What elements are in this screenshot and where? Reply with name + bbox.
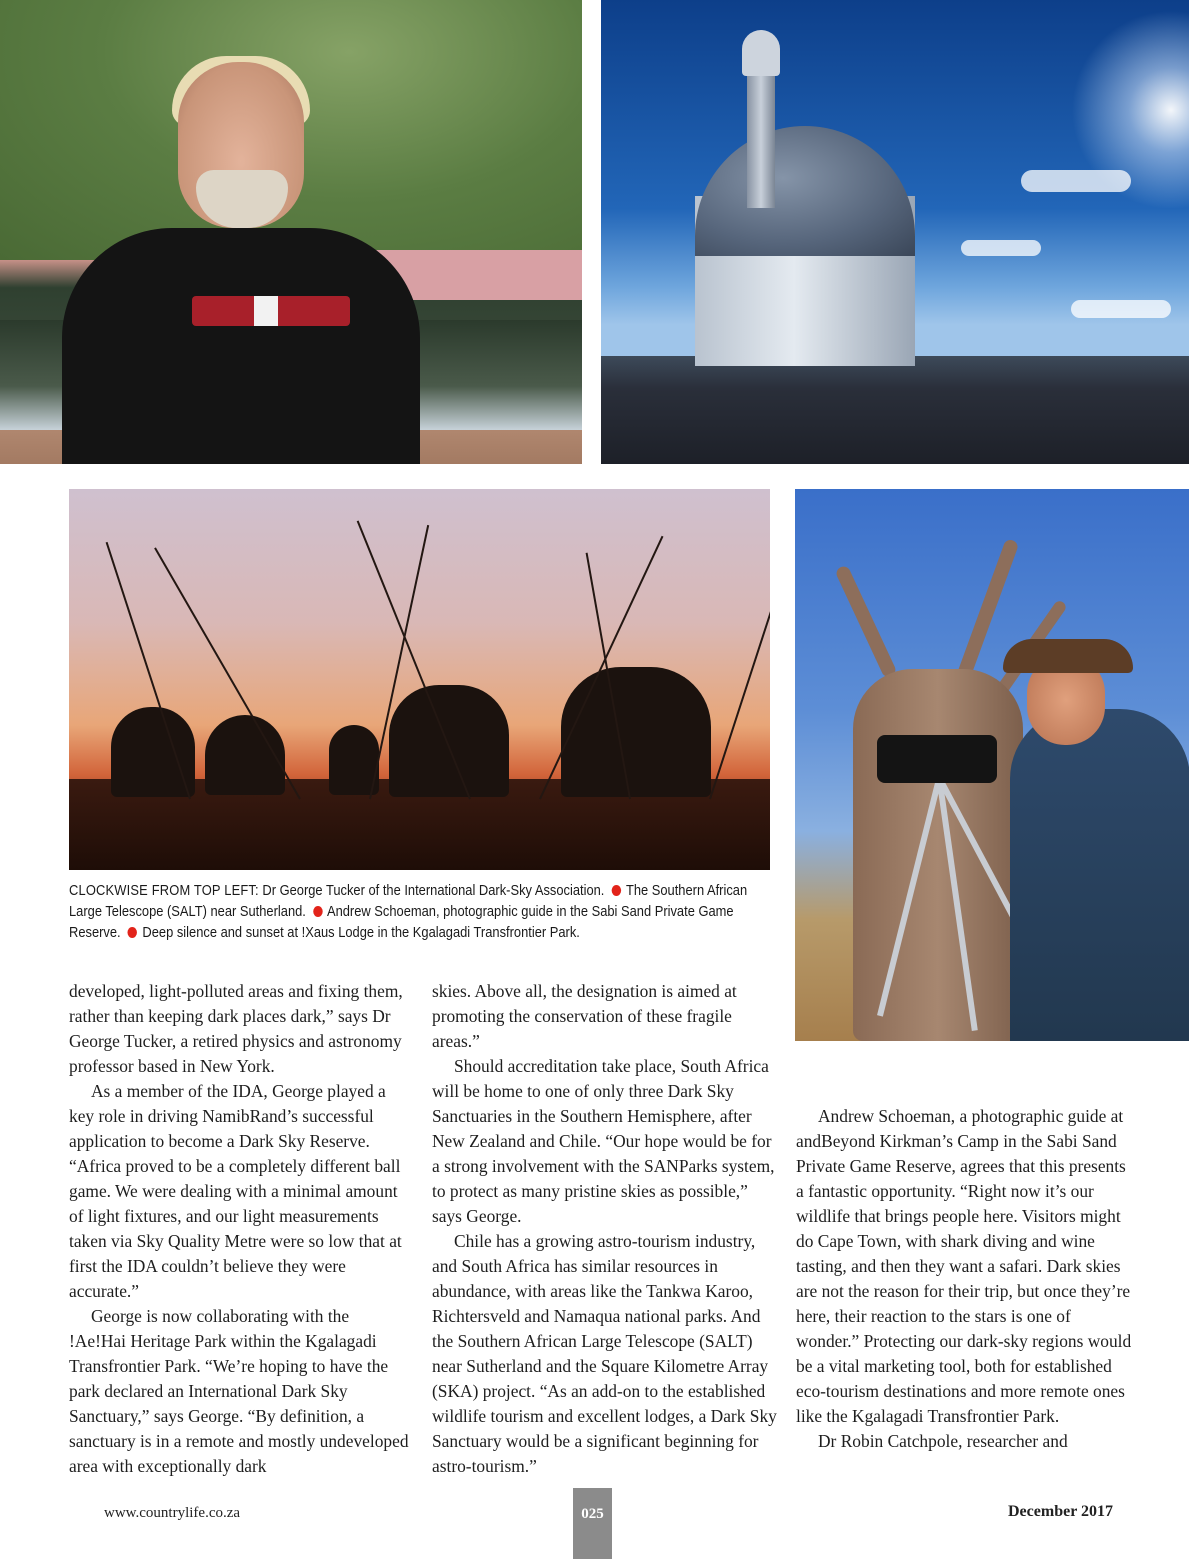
caption-item: The Southern African Large Telescope (SALT) near Sutherland. [69, 882, 748, 920]
page-number: 025 [581, 1506, 604, 1522]
cloud [1021, 170, 1131, 192]
baobab-trunk [853, 669, 1023, 1041]
baobab-branch [834, 564, 897, 679]
cloud [961, 240, 1041, 256]
caption-item: Dr George Tucker of the International Dark-Sky Association. [262, 882, 605, 899]
body-column-2 [432, 979, 777, 1479]
body-column-1 [69, 979, 409, 1479]
paragraph: George is now collaborating with the !Ae!Hai Heritage Park within the Kgalagadi Transfrontier Park. “We’re hoping to have the park declared an International Dark Sky Sanctuary,” says George. “By definition, a sanctuary is in a remote and mostly undeveloped area with exceptionally dark [69, 1306, 409, 1476]
paragraph: Should accreditation take place, South Africa will be home to one of only three Dark Sky Sanctuaries in the Southern Hemisphere, after New Zealand and Chile. “Our hope would be for a strong involvement with the SANParks system, to protect as many pristine skies as possible,” says George. [432, 1056, 775, 1226]
paragraph: As a member of the IDA, George played a key role in driving NamibRand’s successful application to become a Dark Sky Reserve. “Africa proved to be a completely different ball game. We were dealing with a minimal amount of light fixtures, and our light measurements taken via Sky Quality Metre were so low that at first the IDA couldn’t believe they were accurate.” [69, 1081, 402, 1301]
silhouette-person [389, 685, 509, 797]
caption-item: Deep silence and sunset at !Xaus Lodge in the Kgalagadi Transfrontier Park. [142, 924, 580, 941]
paragraph: Dr Robin Catchpole, researcher and [818, 1431, 1068, 1451]
bullet-icon [313, 906, 322, 917]
silhouette-person [561, 667, 711, 797]
bullet-icon [128, 927, 137, 938]
man-body [1010, 709, 1189, 1041]
photo-sunset-silhouettes [69, 489, 770, 870]
paragraph: skies. Above all, the designation is aimed at promoting the conservation of these fragile areas.” [432, 981, 737, 1051]
man-hat [1003, 639, 1133, 673]
paragraph: Andrew Schoeman, a photographic guide at andBeyond Kirkman’s Camp in the Sabi Sand Private Game Reserve, agrees that this presents a fantastic opportunity. “Right now it’s our wildlife that brings people here. Visitors might do Cape Town, with shark diving and wine tasting, and then they want a safari. Dark skies are not the reason for their trip, but once they’re here, their reaction to the stars is one of wonder.” Protecting our dark-sky regions would be a vital marketing tool, both for established eco-tourism destinations and more remote ones like the Kgalagadi Transfrontier Park. [796, 1106, 1132, 1426]
telescope-dome [695, 126, 915, 256]
camera [877, 735, 997, 783]
karoo-ground [601, 356, 1189, 464]
photo-andrew-schoeman [795, 489, 1189, 1041]
caption-lead: CLOCKWISE FROM TOP LEFT: [69, 882, 259, 899]
photo-george-tucker [0, 0, 582, 464]
paragraph: Chile has a growing astro-tourism industry, and South Africa has similar resources in abundance, with areas like the Tankwa Karoo, Richtersveld and Namaqua national parks. And the Southern African Large Telescope (SALT) near Sutherland and the Square Kilometre Array (SKA) project. “As an add-on to the established wildlife tourism and excellent lodges, a Dark Sky Sanctuary would be a significant beginning for astro-tourism.” [432, 1231, 777, 1476]
photo-caption [69, 880, 769, 943]
photo-salt-telescope [601, 0, 1189, 464]
footer-issue-date: December 2017 [1008, 1503, 1113, 1520]
silhouette-person [111, 707, 195, 797]
tower-top [742, 30, 780, 76]
bullet-icon [611, 885, 620, 896]
grass-stem [709, 542, 770, 799]
page-number-tab [573, 1488, 612, 1559]
tshirt-logo-star [254, 296, 278, 326]
telescope-tower [747, 68, 775, 208]
cloud [1071, 300, 1171, 318]
caption-item: Andrew Schoeman, photographic guide in the Sabi Sand Private Game Reserve. [69, 903, 734, 941]
man-torso [62, 228, 420, 464]
footer-website: www.countrylife.co.za [104, 1505, 241, 1521]
paragraph: developed, light-polluted areas and fixing them, rather than keeping dark places dark,” says Dr George Tucker, a retired physics and astronomy professor based in New York. [69, 981, 403, 1076]
body-column-3 [796, 1104, 1136, 1454]
